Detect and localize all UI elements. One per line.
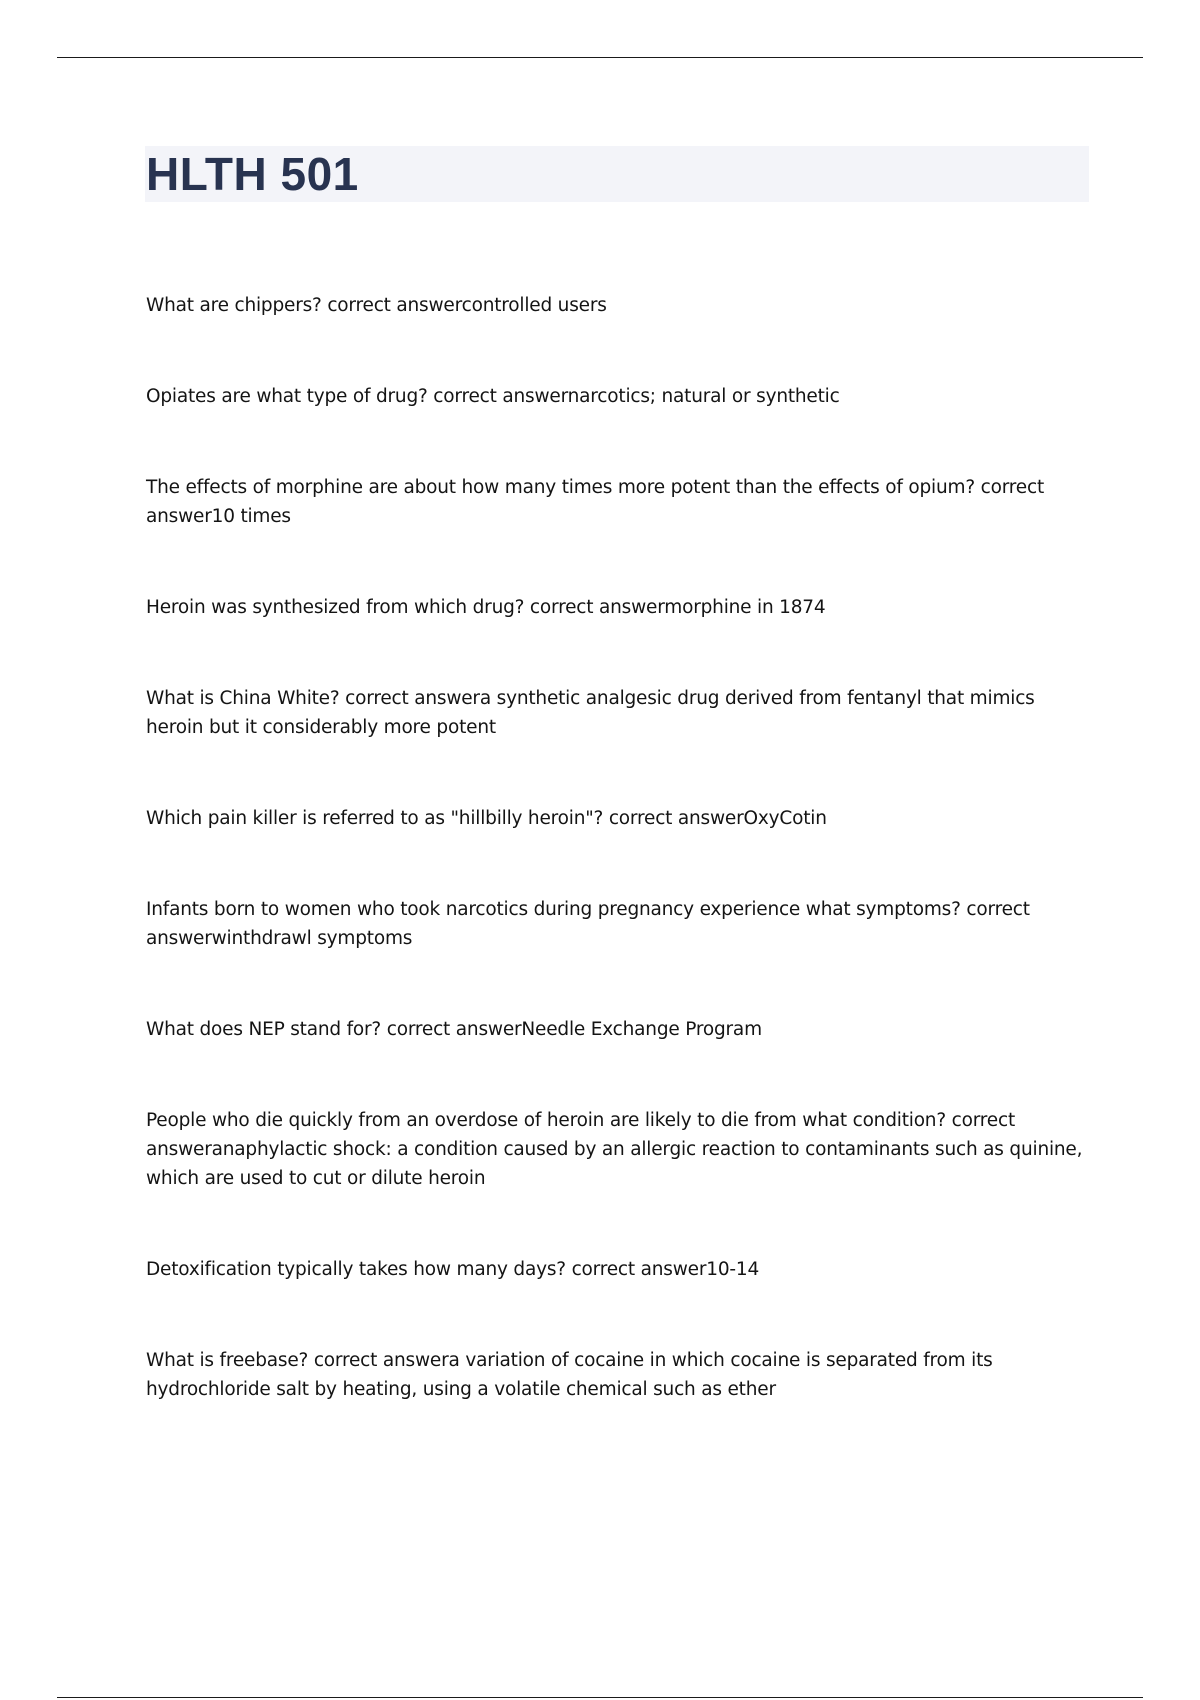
qa-list [146, 291, 1096, 1466]
qa-item: Infants born to women who took narcotics during pregnancy experience what symptoms? correct answerwinthdrawl symptoms [146, 899, 1030, 949]
qa-item: Opiates are what type of drug? correct answernarcotics; natural or synthetic [146, 386, 840, 407]
qa-item: What does NEP stand for? correct answerNeedle Exchange Program [146, 1019, 762, 1040]
qa-item: Which pain killer is referred to as "hillbilly heroin"? correct answerOxyCotin [146, 808, 827, 829]
qa-item: What are chippers? correct answercontrolled users [146, 295, 607, 316]
page-title: HLTH 501 [146, 148, 359, 200]
qa-item: Heroin was synthesized from which drug? correct answermorphine in 1874 [146, 597, 826, 618]
qa-item: People who die quickly from an overdose of heroin are likely to die from what condition? correct answeranaphylactic shock: a condition caused by an allergic reaction to contaminants such as quinine, which are used to cut or dilute heroin [146, 1110, 1083, 1189]
qa-item: What is freebase? correct answera variation of cocaine in which cocaine is separated from its hydrochloride salt by heating, using a volatile chemical such as ether [146, 1350, 993, 1400]
qa-item: What is China White? correct answera synthetic analgesic drug derived from fentanyl that mimics heroin but it considerably more potent [146, 688, 1035, 738]
qa-item: Detoxification typically takes how many days? correct answer10-14 [146, 1259, 760, 1280]
top-rule [57, 57, 1143, 58]
bottom-rule [57, 1697, 1143, 1698]
qa-item: The effects of morphine are about how many times more potent than the effects of opium? correct answer10 times [146, 477, 1045, 527]
